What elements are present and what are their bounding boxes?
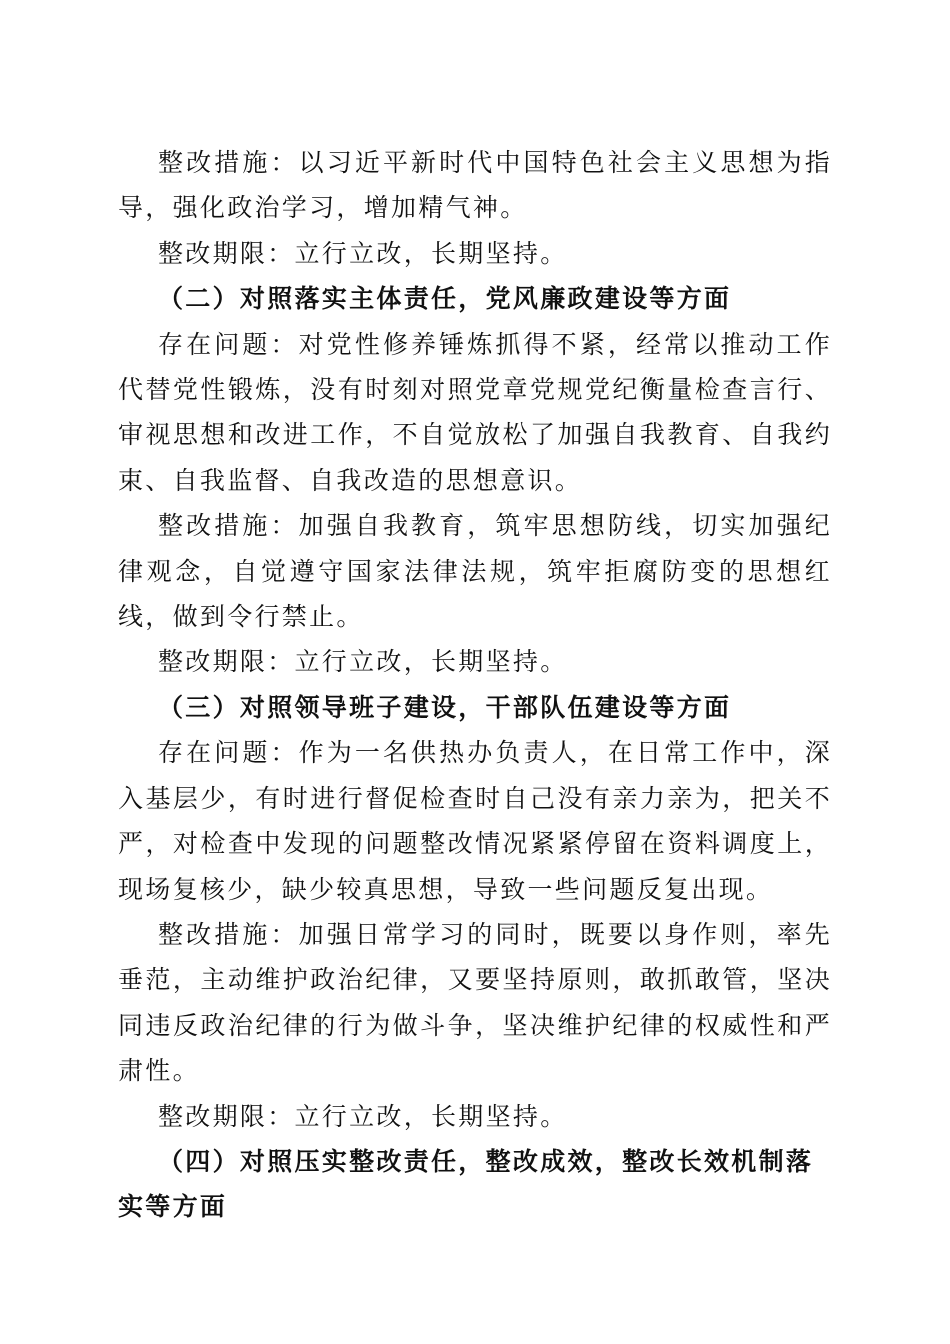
document-body <box>118 140 832 1230</box>
section-heading: （三）对照领导班子建设，干部队伍建设等方面 <box>158 692 732 722</box>
problem-paragraph: 存在问题：作为一名供热办负责人，在日常工作中，深入基层少，有时进行督促检查时自己没有亲力亲为，把关不严，对检查中发现的问题整改情况紧紧停留在资料调度上，现场复核少，缺少较真思想，导致一些问题反复出现。 <box>118 738 832 904</box>
measures-paragraph: 整改措施：加强日常学习的同时，既要以身作则，率先垂范，主动维护政治纪律，又要坚持原则，敢抓敢管，坚决同违反政治纪律的行为做斗争，坚决维护纪律的权威性和严肃性。 <box>118 919 832 1086</box>
deadline-paragraph: 整改期限：立行立改，长期坚持。 <box>158 647 568 677</box>
measures-paragraph: 整改措施：加强自我教育，筑牢思想防线，切实加强纪律观念，自觉遵守国家法律法规，筑牢拒腐防变的思想红线，做到令行禁止。 <box>118 511 832 632</box>
measures-paragraph: 整改措施：以习近平新时代中国特色社会主义思想为指导，强化政治学习，增加精气神。 <box>118 148 832 223</box>
section-heading: （四）对照压实整改责任，整改成效，整改长效机制落实等方面 <box>118 1146 814 1222</box>
section-heading: （二）对照落实主体责任，党风廉政建设等方面 <box>158 284 732 314</box>
problem-paragraph: 存在问题：对党性修养锤炼抓得不紧，经常以推动工作代替党性锻炼，没有时刻对照党章党规党纪衡量检查言行、审视思想和改进工作，不自觉放松了加强自我教育、自我约束、自我监督、自我改造的思想意识。 <box>118 329 832 495</box>
deadline-paragraph: 整改期限：立行立改，长期坚持。 <box>158 1101 568 1131</box>
deadline-paragraph: 整改期限：立行立改，长期坚持。 <box>158 238 568 268</box>
